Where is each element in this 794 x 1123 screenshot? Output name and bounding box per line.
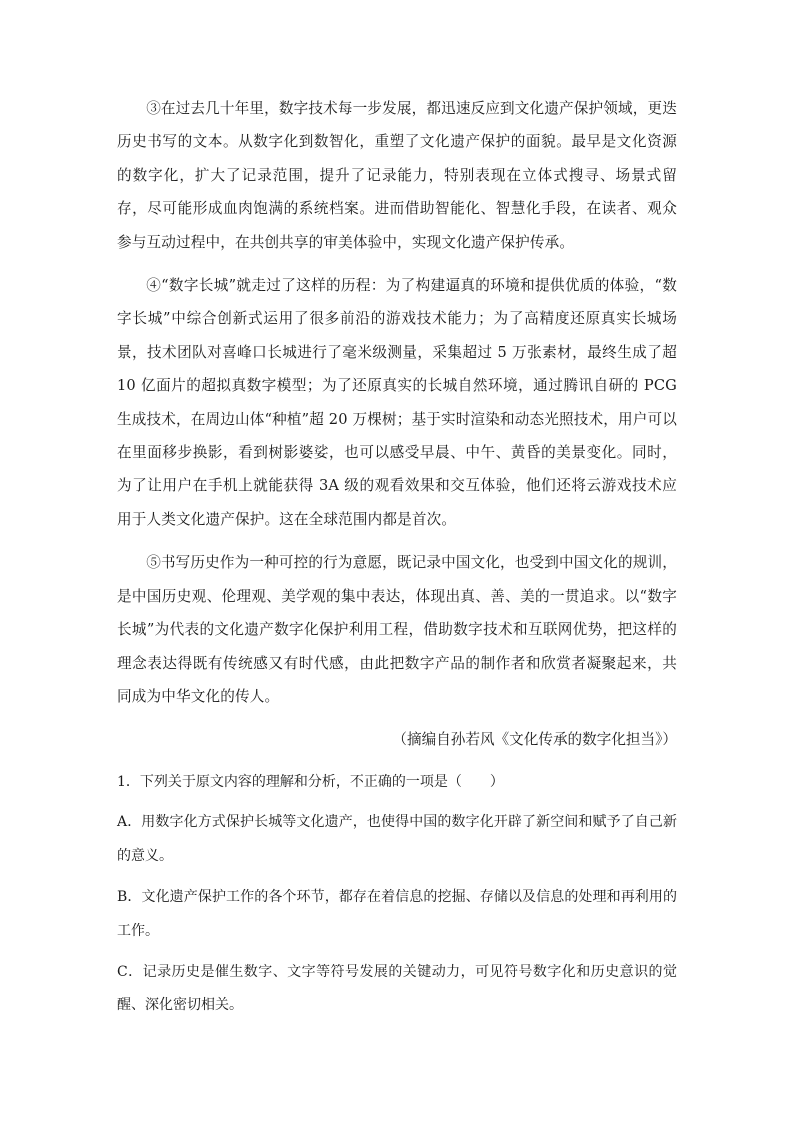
option-b: B．文化遗产保护工作的各个环节，都存在着信息的挖掘、存储以及信息的处理和再利用的工作。 <box>117 889 677 939</box>
question-stem: 1．下列关于原文内容的理解和分析，不正确的一项是（ ） <box>117 774 504 791</box>
source-citation: （摘编自孙若风《文化传承的数字化担当》） <box>392 731 677 749</box>
paragraph-4: ④“数字长城”就走过了这样的历程：为了构建逼真的环境和提供优质的体验，“数字长城”中综合创新式运用了很多前沿的游戏技术能力；为了高精度还原真实长城场景，技术团队对喜峰口长城进行了毫米级测量，采集超过 5 万张素材，最终生成了超 10 亿面片的超拟真数字模型；为了还原真实的长城自然环境，通过腾讯自研的 PCG 生成技术，在周边山体“种植”超 20 万棵树；基于实时渲染和动态光照技术，用户可以在里面移步换影，看到树影婆娑，也可以感受早晨、中午、黄昏的美景变化。同时，为了让用户在手机上就能获得 3A 级的观看效果和交互体验，他们还将云游戏技术应用于人类文化遗产保护。这在全球范围内都是首次。 <box>117 277 677 528</box>
paragraph-5: ⑤书写历史作为一种可控的行为意愿，既记录中国文化，也受到中国文化的规训，是中国历史观、伦理观、美学观的集中表达，体现出真、善、美的一贯追求。以“数字长城”为代表的文化遗产数字化保护利用工程，借助数字技术和互联网优势，把这样的理念表达得既有传统感又有时代感，由此把数字产品的制作者和欣赏者凝聚起来，共同成为中华文化的传人。 <box>117 554 677 705</box>
paragraph-3: ③在过去几十年里，数字技术每一步发展，都迅速反应到文化遗产保护领域，更迭历史书写的文本。从数字化到数智化，重塑了文化遗产保护的面貌。最早是文化资源的数字化，扩大了记录范围，提升了记录能力，特别表现在立体式搜寻、场景式留存，尽可能形成血肉饱满的系统档案。进而借助智能化、智慧化手段，在读者、观众参与互动过程中，在共创共享的审美体验中，实现文化遗产保护传承。 <box>117 100 677 251</box>
option-c: C．记录历史是催生数字、文字等符号发展的关键动力，可见符号数字化和历史意识的觉醒、深化密切相关。 <box>117 963 677 1014</box>
document-page <box>117 92 677 1031</box>
option-a: A．用数字化方式保护长城等文化遗产，也使得中国的数字化开辟了新空间和赋予了自己新的意义。 <box>117 814 677 864</box>
